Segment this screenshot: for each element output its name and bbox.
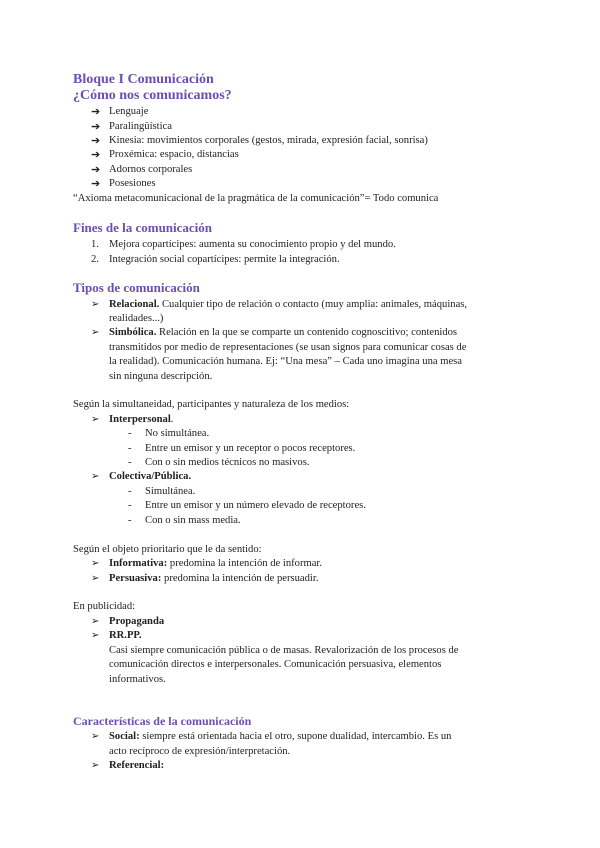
list-number: 2. — [91, 254, 99, 265]
relacional-line-2: realidades...) — [109, 313, 164, 324]
publicidad-intro: En publicidad: — [73, 601, 136, 612]
arrow-bullet-icon: ➔ — [91, 106, 101, 118]
triangle-bullet-icon: ➢ — [91, 630, 100, 641]
list-item: No simultánea. — [145, 428, 210, 439]
triangle-bullet-icon: ➢ — [91, 471, 100, 482]
simbolica-line-2: transmitidos por medio de representaciones (se usan signos para comunicar cosas de — [109, 342, 467, 353]
triangle-bullet-icon: ➢ — [91, 414, 100, 425]
referencial-term: Referencial: — [109, 760, 165, 771]
triangle-bullet-icon: ➢ — [91, 760, 100, 771]
triangle-bullet-icon: ➢ — [91, 327, 100, 338]
simbolica-term: Simbólica. — [109, 327, 157, 338]
rrpp-line-3: informativos. — [109, 674, 166, 685]
propaganda-term: Propaganda — [109, 616, 165, 627]
arrow-bullet-icon: ➔ — [91, 121, 101, 133]
arrow-bullet-icon: ➔ — [91, 135, 101, 147]
persuasiva-desc: predomina la intención de persuadir. — [161, 573, 319, 584]
triangle-bullet-icon: ➢ — [91, 299, 100, 310]
list-item: Simultánea. — [145, 486, 196, 497]
simbolica-line — [109, 326, 457, 340]
dash-bullet: - — [128, 500, 132, 511]
list-item: Kinesia: movimientos corporales (gestos, mirada, expresión facial, sonrisa) — [109, 135, 428, 146]
list-item: Mejora copartícipes: aumenta su conocimiento propio y del mundo. — [109, 239, 396, 250]
page-title: Bloque I Comunicación — [73, 72, 214, 87]
arrow-bullet-icon: ➔ — [91, 178, 101, 190]
list-item: Entre un emisor y un receptor o pocos receptores. — [145, 443, 356, 454]
social-desc: siempre está orientada hacia el otro, supone dualidad, intercambio. Es un — [139, 731, 452, 742]
interpersonal-term: Interpersonal — [109, 414, 171, 425]
relacional-desc: Cualquier tipo de relación o contacto (muy amplia: animales, máquinas, — [159, 299, 468, 310]
persuasiva-line — [109, 572, 318, 586]
list-item: Lenguaje — [109, 106, 149, 117]
simbolica-desc: Relación en la que se comparte un contenido cognoscitivo; contenidos — [156, 327, 458, 338]
triangle-bullet-icon: ➢ — [91, 558, 100, 569]
arrow-bullet-icon: ➔ — [91, 164, 101, 176]
relacional-line — [109, 298, 467, 312]
axiom-text: “Axioma metacomunicacional de la pragmática de la comunicación”= Todo comunica — [73, 193, 439, 204]
informativa-term: Informativa: — [109, 558, 168, 569]
informativa-desc: predomina la intención de informar. — [167, 558, 323, 569]
list-item: Integración social copartícipes: permite la integración. — [109, 254, 340, 265]
section-subtitle: ¿Cómo nos comunicamos? — [73, 88, 232, 103]
list-item: Proxémica: espacio, distancias — [109, 149, 239, 160]
simultaneidad-intro: Según la simultaneidad, participantes y naturaleza de los medios: — [73, 399, 350, 410]
dash-bullet: - — [128, 457, 132, 468]
interpersonal-line — [109, 413, 173, 427]
tipos-heading: Tipos de comunicación — [73, 280, 200, 295]
dash-bullet: - — [128, 486, 132, 497]
dash-bullet: - — [128, 428, 132, 439]
triangle-bullet-icon: ➢ — [91, 731, 100, 742]
list-number: 1. — [91, 239, 99, 250]
simbolica-line-4: sin ninguna descripción. — [109, 371, 213, 382]
fines-heading: Fines de la comunicación — [73, 220, 213, 235]
social-line-2: acto recíproco de expresión/interpretación. — [109, 746, 291, 757]
list-item: Entre un emisor y un número elevado de receptores. — [145, 500, 366, 511]
list-item: Paralingüística — [109, 121, 172, 132]
rrpp-line-2: comunicación directos e interpersonales. Comunicación persuasiva, elementos — [109, 659, 442, 670]
list-item: Con o sin medios técnicos no masivos. — [145, 457, 310, 468]
social-term: Social: — [109, 731, 140, 742]
caracteristicas-heading: Características de la comunicación — [73, 714, 252, 728]
list-item: Adornos corporales — [109, 164, 193, 175]
colectiva-term: Colectiva/Pública. — [109, 471, 192, 482]
triangle-bullet-icon: ➢ — [91, 573, 100, 584]
simbolica-line-3: la realidad). Comunicación humana. Ej: “Una mesa” – Cada uno imagina una mesa — [109, 356, 463, 367]
dash-bullet: - — [128, 515, 132, 526]
objeto-intro: Según el objeto prioritario que le da sentido: — [73, 544, 262, 555]
dash-bullet: - — [128, 443, 132, 454]
list-item: Posesiones — [109, 178, 156, 189]
social-line — [109, 730, 451, 744]
arrow-bullet-icon: ➔ — [91, 149, 101, 161]
persuasiva-term: Persuasiva: — [109, 573, 162, 584]
list-item: Con o sin mass media. — [145, 515, 241, 526]
rrpp-line-1: Casi siempre comunicación pública o de masas. Revalorización de los procesos de — [109, 645, 459, 656]
triangle-bullet-icon: ➢ — [91, 616, 100, 627]
interpersonal-dot: . — [170, 414, 174, 425]
rrpp-term: RR.PP. — [109, 630, 142, 641]
relacional-term: Relacional. — [109, 299, 160, 310]
informativa-line — [109, 557, 322, 571]
